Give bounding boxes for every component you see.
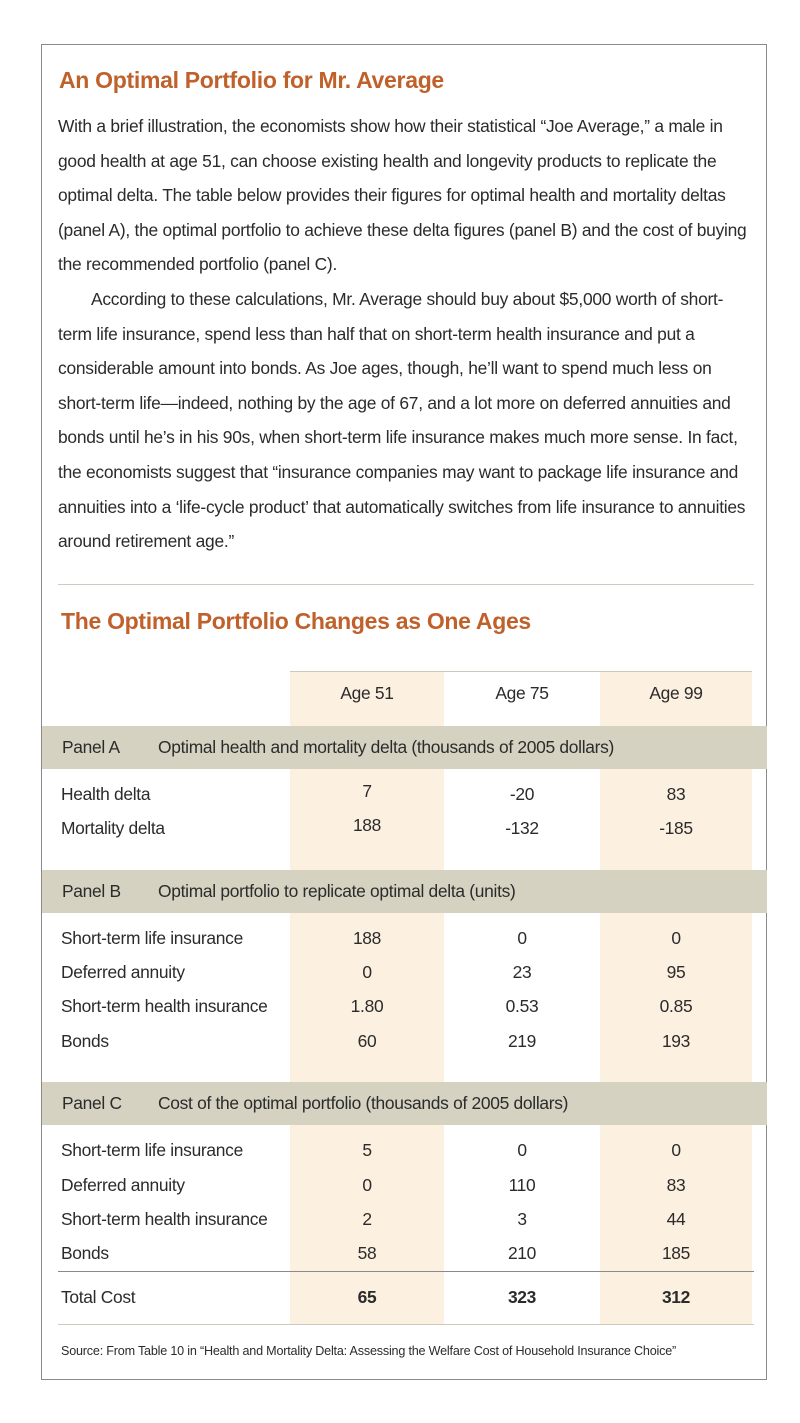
panel-c-name: Panel C: [62, 1093, 122, 1113]
total-rule: [58, 1271, 754, 1272]
source-note: Source: From Table 10 in “Health and Mortality Delta: Assessing the Welfare Cost of Household Insurance Choice”: [61, 1344, 677, 1358]
cell: 193: [661, 1031, 691, 1051]
table-title: The Optimal Portfolio Changes as One Ages: [61, 608, 531, 634]
cell: 58: [357, 1243, 377, 1263]
cell: 188: [352, 815, 382, 835]
panel-c-description: Cost of the optimal portfolio (thousands of 2005 dollars): [158, 1093, 569, 1113]
cell: 185: [661, 1243, 691, 1263]
total-cell: 323: [507, 1287, 537, 1307]
cell: 188: [352, 928, 382, 948]
row-label-short-term-life: Short-term life insurance: [61, 928, 243, 948]
cell: 0: [671, 928, 681, 948]
column-header-age-75: Age 75: [495, 683, 549, 703]
row-label-short-term-life: Short-term life insurance: [61, 1140, 243, 1160]
cell: 210: [507, 1243, 537, 1263]
row-label-mortality-delta: Mortality delta: [61, 818, 165, 838]
row-label-short-term-health: Short-term health insurance: [61, 996, 268, 1016]
portfolio-table: [42, 45, 768, 1381]
row-label-deferred-annuity: Deferred annuity: [61, 1175, 185, 1195]
row-label-bonds: Bonds: [61, 1243, 109, 1263]
paragraph-intro: With a brief illustration, the economists show how their statistical “Joe Average,” a male in good health at age 51, can choose existing health and longevity products to replicate the optimal delta. The table below provides their figures for optimal health and mortality deltas (panel A), the optimal portfolio to achieve these delta figures (panel B) and the cost of buying the recommended portfolio (panel C).: [58, 116, 747, 275]
cell: 83: [666, 784, 686, 804]
panel-a-description: Optimal health and mortality delta (thousands of 2005 dollars): [158, 737, 615, 757]
header-rule: [290, 671, 752, 672]
cell: -132: [505, 818, 539, 838]
panel-a-name: Panel A: [62, 737, 120, 757]
cell: 44: [666, 1209, 686, 1229]
row-label-short-term-health: Short-term health insurance: [61, 1209, 268, 1229]
row-label-bonds: Bonds: [61, 1031, 109, 1051]
cell: 0: [517, 928, 527, 948]
cell: 0: [362, 962, 372, 982]
column-header-age-99: Age 99: [649, 683, 703, 703]
cell: 0.53: [505, 996, 539, 1016]
cell: 5: [362, 1140, 372, 1160]
cell: 0.85: [659, 996, 693, 1016]
cell: 7: [362, 781, 372, 801]
row-label-total-cost: Total Cost: [61, 1287, 136, 1307]
total-cell: 312: [661, 1287, 691, 1307]
cell: 2: [362, 1209, 372, 1229]
cell: -20: [509, 784, 535, 804]
column-header-age-51: Age 51: [340, 683, 394, 703]
sidebar-title: An Optimal Portfolio for Mr. Average: [59, 67, 444, 93]
cell: 110: [508, 1175, 536, 1195]
cell: 0: [671, 1140, 681, 1160]
cell: 60: [357, 1031, 377, 1051]
cell: 95: [666, 962, 686, 982]
cell: 0: [362, 1175, 372, 1195]
total-cell: 65: [357, 1287, 377, 1307]
panel-b-description: Optimal portfolio to replicate optimal delta (units): [158, 881, 516, 901]
cell: 3: [517, 1209, 527, 1229]
cell: 0: [517, 1140, 527, 1160]
row-label-health-delta: Health delta: [61, 784, 151, 804]
sidebar-box: [41, 44, 767, 1380]
table-bottom-rule: [58, 1324, 754, 1325]
panel-b-name: Panel B: [62, 881, 121, 901]
cell: 83: [666, 1175, 686, 1195]
paragraph-analysis: According to these calculations, Mr. Average should buy about $5,000 worth of short-term life insurance, spend less than half that on short-term health insurance and put a considerable amount into bonds. As Joe ages, though, he’ll want to spend much less on short-term life—indeed, nothing by the age of 67, and a lot more on deferred annuities and bonds until he’s in his 90s, when short-term life insurance makes much more sense. In fact, the economists suggest that “insurance companies may want to package life insurance and annuities into a ‘life-cycle product’ that automatically switches from life insurance to annuities around retirement age.”: [58, 288, 746, 552]
cell: 23: [512, 962, 532, 982]
cell: 1.80: [350, 996, 384, 1016]
cell: -185: [659, 818, 693, 838]
row-label-deferred-annuity: Deferred annuity: [61, 962, 185, 982]
cell: 219: [507, 1031, 537, 1051]
